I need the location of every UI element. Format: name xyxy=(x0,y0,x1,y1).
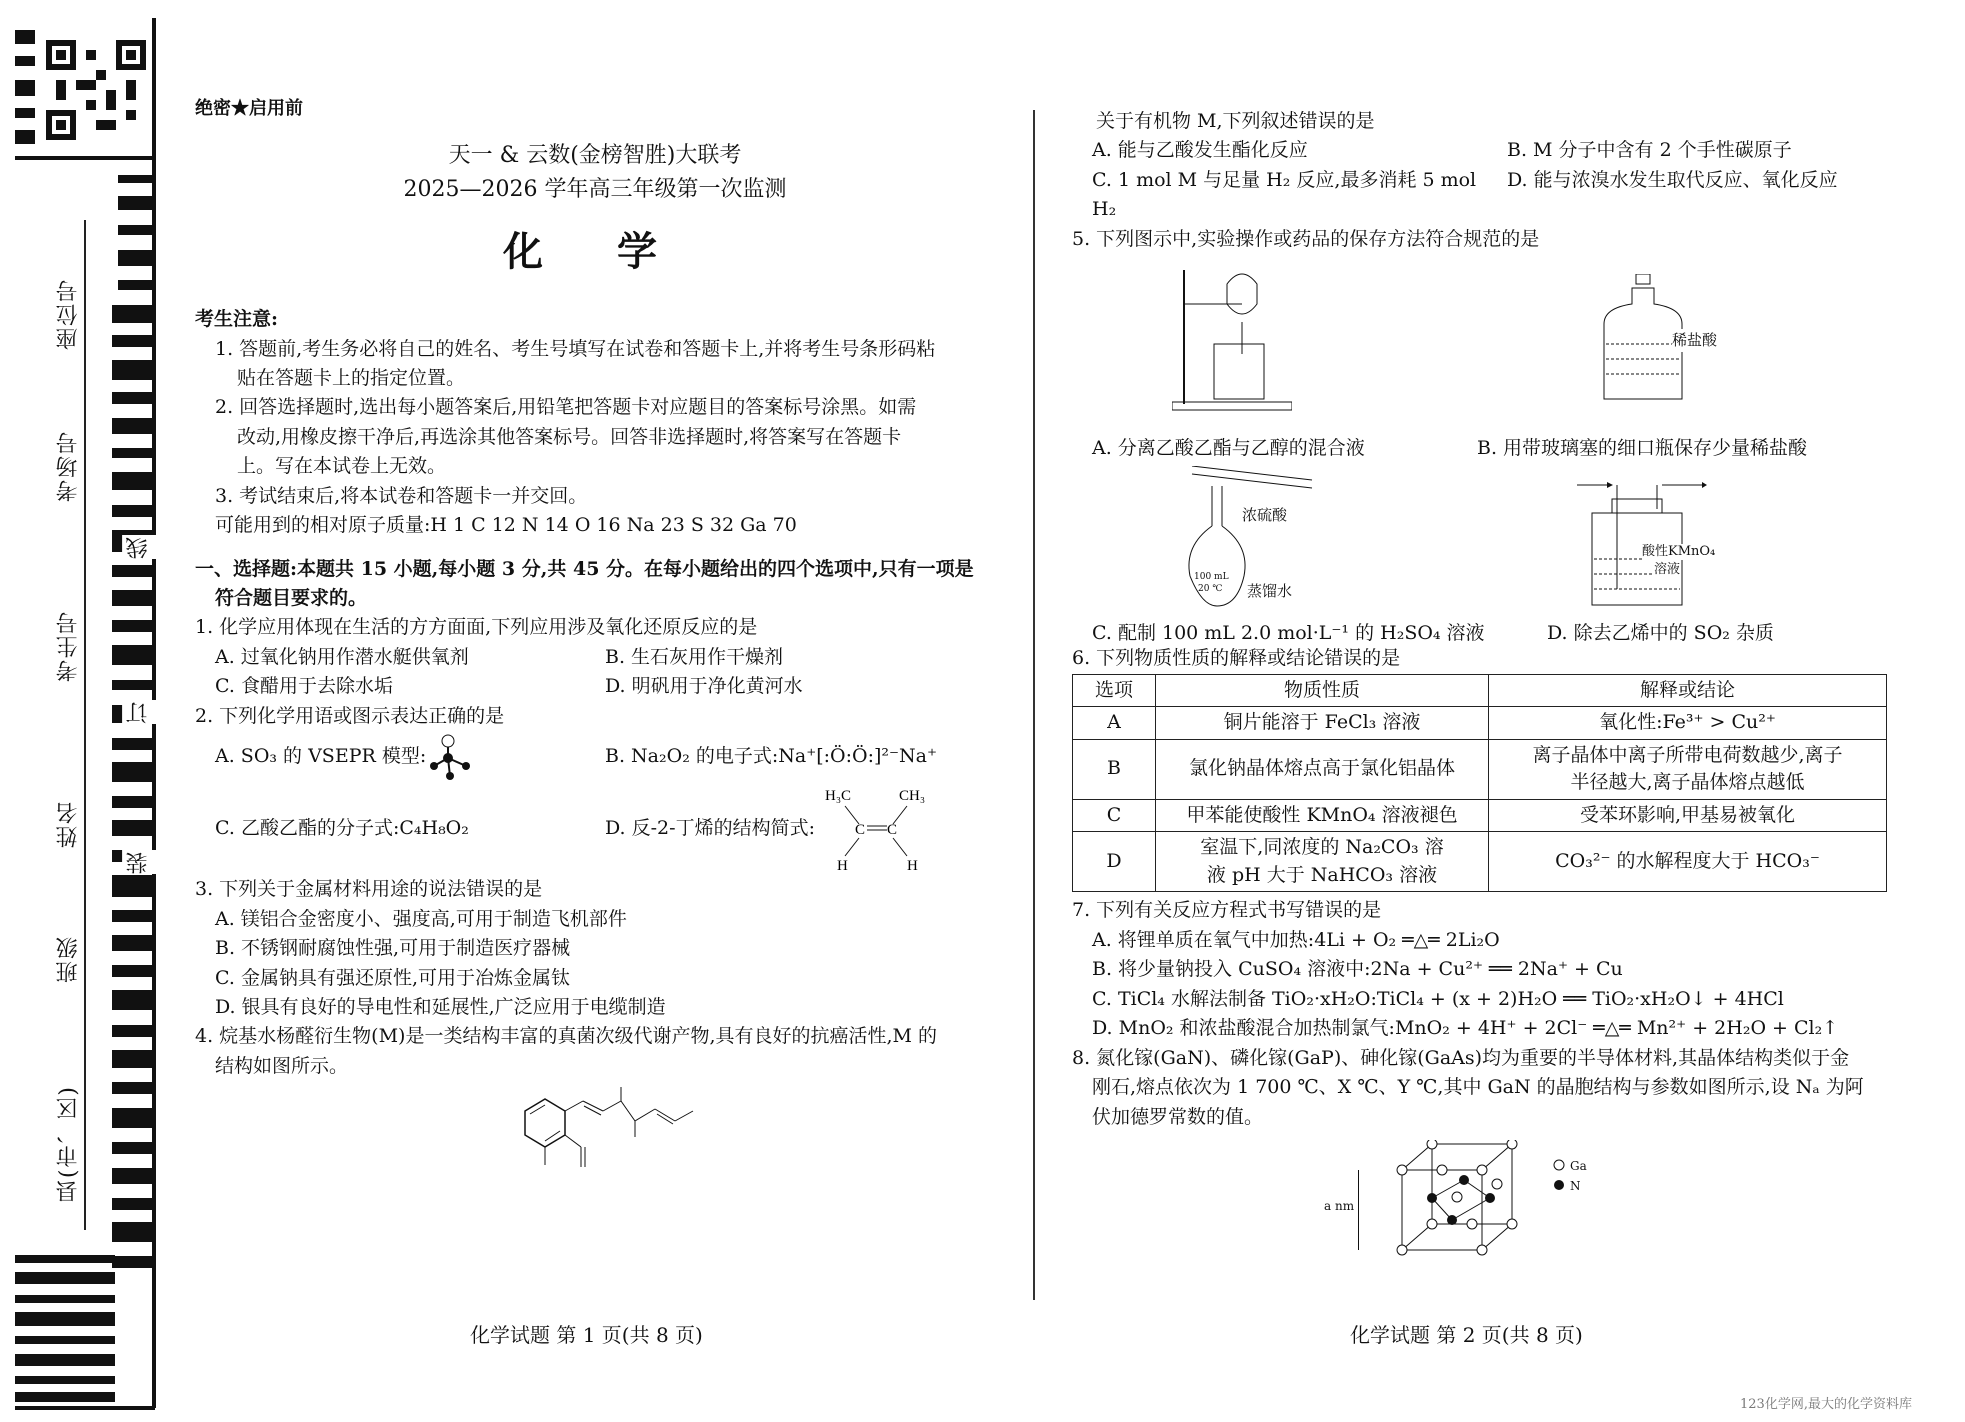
notice-line: 1. 答题前,考生务必将自己的姓名、考生号填写在试卷和答题卡上,并将考生号条形码粘 xyxy=(215,337,936,360)
svg-text:H: H xyxy=(906,858,918,875)
question-2: 2. 下列化学用语或图示表达正确的是 xyxy=(195,704,505,727)
notice-title: 考生注意: xyxy=(195,308,279,331)
table-row xyxy=(1073,832,1887,892)
seat-number-label: 座位号 xyxy=(56,278,81,350)
q4-option-d: D. 能与浓溴水发生取代反应、氧化反应 xyxy=(1507,168,1838,191)
q4-option-a: A. 能与乙酸发生酯化反应 xyxy=(1092,139,1308,162)
trans-2-butene-structure xyxy=(815,784,935,874)
table-header: 物质性质 xyxy=(1156,674,1489,707)
notice-line: 上。写在本试卷上无效。 xyxy=(237,455,447,478)
q2-option-c: C. 乙酸乙酯的分子式:C₄H₈O₂ xyxy=(215,817,469,840)
q5-option-d: D. 除去乙烯中的 SO₂ 杂质 xyxy=(1547,622,1774,645)
separatory-funnel-figure xyxy=(1172,264,1292,414)
molecule-m-structure xyxy=(505,1081,705,1191)
question-8: 8. 氮化镓(GaN)、磷化镓(GaP)、砷化镓(GaAs)均为重要的半导体材料,其晶体结构类似于金 xyxy=(1072,1046,1850,1069)
table-cell: B xyxy=(1073,739,1156,799)
page-divider xyxy=(1033,110,1035,1300)
gan-unit-cell-figure xyxy=(1372,1140,1542,1260)
q4-stem-cont: 关于有机物 M,下列叙述错误的是 xyxy=(1096,110,1375,132)
table-header: 选项 xyxy=(1073,674,1156,707)
table-header: 解释或结论 xyxy=(1489,674,1887,707)
county-label: 县(市、区) xyxy=(56,1085,81,1203)
question-8-cont: 伏加德罗常数的值。 xyxy=(1092,1105,1264,1128)
notice-line: 2. 回答选择题时,选出每小题答案后,用铅笔把答题卡对应题目的答案标号涂黑。如需 xyxy=(215,396,917,419)
vsepr-model-icon xyxy=(426,732,476,782)
exam-room-label: 考场号 xyxy=(56,430,81,502)
flask-volume-label: 100 mL xyxy=(1194,572,1229,583)
dilute-hcl-label: 稀盐酸 xyxy=(1672,329,1717,352)
q1-option-d: D. 明矾用于净化黄河水 xyxy=(605,675,803,698)
question-8-cont: 刚石,熔点依次为 1 700 ℃、X ℃、Y ℃,其中 GaN 的晶胞结构与参数如图所示,设 Nₐ 为阿 xyxy=(1092,1076,1864,1099)
conc-h2so4-label: 浓硫酸 xyxy=(1242,506,1288,525)
name-label: 姓名 xyxy=(56,800,81,848)
question-6: 6. 下列物质性质的解释或结论错误的是 xyxy=(1072,647,1401,670)
question-3: 3. 下列关于金属材料用途的说法错误的是 xyxy=(195,878,543,901)
subject-title: 化 学 xyxy=(503,228,687,276)
solution-label: 溶液 xyxy=(1654,562,1681,578)
table-row xyxy=(1073,739,1887,799)
q3-option-d: D. 银具有良好的导电性和延展性,广泛应用于电缆制造 xyxy=(215,995,666,1018)
page-2 xyxy=(1072,107,1892,1262)
q2-option-d: D. 反-2-丁烯的结构简式: xyxy=(605,817,815,840)
page-2-footer: 化学试题 第 2 页(共 8 页) xyxy=(1350,1323,1583,1347)
q3-option-c: C. 金属钠具有强还原性,可用于冶炼金属钛 xyxy=(215,966,570,989)
q1-option-a: A. 过氧化钠用作潜水艇供氧剂 xyxy=(215,645,469,668)
q4-option-b: B. M 分子中含有 2 个手性碳原子 xyxy=(1507,139,1792,162)
q5-option-c: C. 配制 100 mL 2.0 mol·L⁻¹ 的 H₂SO₄ 溶液 xyxy=(1092,622,1485,645)
table-row xyxy=(1073,799,1887,832)
q2-option-b: B. Na₂O₂ 的电子式:Na⁺[:Ö:Ö:]²⁻Na⁺ xyxy=(605,745,938,768)
table-cell: 室温下,同浓度的 Na₂CO₃ 溶液 pH 大于 NaHCO₃ 溶液 xyxy=(1156,832,1489,892)
section-heading: 一、选择题:本题共 15 小题,每小题 3 分,共 45 分。在每小题给出的四个选项中,只有一项是 xyxy=(195,557,974,580)
table-cell: 氧化性:Fe³⁺ > Cu²⁺ xyxy=(1489,707,1887,740)
notice-line: 贴在答题卡上的指定位置。 xyxy=(237,366,466,389)
table-cell: 离子晶体中离子所带电荷数越少,离子半径越大,离子晶体熔点越低 xyxy=(1489,739,1887,799)
question-1: 1. 化学应用体现在生活的方方面面,下列应用涉及氧化还原反应的是 xyxy=(195,616,758,639)
table-header-row xyxy=(1073,674,1887,707)
page-1-footer: 化学试题 第 1 页(共 8 页) xyxy=(470,1323,703,1347)
q3-option-a: A. 镁铝合金密度小、强度高,可用于制造飞机部件 xyxy=(215,907,627,930)
q3-option-b: B. 不锈钢耐腐蚀性强,可用于制造医疗器械 xyxy=(215,937,571,960)
svg-text:C: C xyxy=(886,822,897,839)
svg-text:H: H xyxy=(836,858,848,875)
question-4: 4. 烷基水杨醛衍生物(M)是一类结构丰富的真菌次级代谢产物,具有良好的抗癌活性,M 的 xyxy=(195,1025,938,1048)
exam-subtitle: 2025—2026 学年高三年级第一次监测 xyxy=(403,176,787,202)
table-cell: 受苯环影响,甲基易被氧化 xyxy=(1489,799,1887,832)
q7-option-a: A. 将锂单质在氧气中加热:4Li + O₂ ═△═ 2Li₂O xyxy=(1092,928,1500,951)
class-label: 班级 xyxy=(56,935,81,983)
cell-dimension-label: a nm xyxy=(1324,1198,1355,1213)
binding-mark-staple: 订 xyxy=(122,700,156,724)
q1-option-c: C. 食醋用于去除水垢 xyxy=(215,675,393,698)
distilled-water-label: 蒸馏水 xyxy=(1247,582,1293,601)
q2-option-a: A. SO₃ 的 VSEPR 模型: xyxy=(215,745,427,768)
table-row xyxy=(1073,707,1887,740)
q4-option-c: C. 1 mol M 与足量 H₂ 反应,最多消耗 5 mol H₂ xyxy=(1092,168,1477,221)
table-cell: A xyxy=(1073,707,1156,740)
question-5: 5. 下列图示中,实验操作或药品的保存方法符合规范的是 xyxy=(1072,227,1540,250)
page-1 xyxy=(195,95,995,1201)
flask-temp-label: 20 ℃ xyxy=(1198,584,1223,595)
q7-option-c: C. TiCl₄ 水解法制备 TiO₂·xH₂O:TiCl₄ + (x + 2)H₂O ══ TiO₂·xH₂O↓ + 4HCl xyxy=(1092,987,1784,1010)
notice-line: 3. 考试结束后,将本试卷和答题卡一并交回。 xyxy=(215,484,588,507)
table-cell: CO₃²⁻ 的水解程度大于 HCO₃⁻ xyxy=(1489,832,1887,892)
qr-code-icon xyxy=(46,40,146,140)
legend-ga: Ga xyxy=(1570,1158,1587,1173)
section-heading-cont: 符合题目要求的。 xyxy=(215,587,368,610)
table-cell: 甲苯能使酸性 KMnO₄ 溶液褪色 xyxy=(1156,799,1489,832)
exam-title: 天一 & 云数(金榜智胜)大联考 xyxy=(448,142,742,168)
binding-mark-bind: 装 xyxy=(122,850,156,874)
svg-text:H₃C: H₃C xyxy=(824,788,852,805)
notice-line: 改动,用橡皮擦干净后,再选涂其他答案标号。回答非选择题时,将答案写在答题卡 xyxy=(237,425,902,448)
legend-n: N xyxy=(1570,1178,1581,1193)
binding-sidebar xyxy=(0,0,160,1422)
kmno4-label: 酸性KMnO₄ xyxy=(1642,544,1716,560)
question-4-cont: 结构如图所示。 xyxy=(215,1054,349,1077)
q7-option-d: D. MnO₂ 和浓盐酸混合加热制氯气:MnO₂ + 4H⁺ + 2Cl⁻ ═△═ Mn²⁺ + 2H₂O + Cl₂↑ xyxy=(1092,1017,1839,1040)
q1-option-b: B. 生石灰用作干燥剂 xyxy=(605,645,784,668)
table-cell: 铜片能溶于 FeCl₃ 溶液 xyxy=(1156,707,1489,740)
q6-table xyxy=(1072,674,1887,893)
svg-text:C: C xyxy=(854,822,865,839)
table-cell: D xyxy=(1073,832,1156,892)
q5-option-a: A. 分离乙酸乙酯与乙醇的混合液 xyxy=(1092,437,1365,460)
table-cell: 氯化钠晶体熔点高于氯化铝晶体 xyxy=(1156,739,1489,799)
q7-option-b: B. 将少量钠投入 CuSO₄ 溶液中:2Na + Cu²⁺ ══ 2Na⁺ + Cu xyxy=(1092,958,1623,981)
q5-option-b: B. 用带玻璃塞的细口瓶保存少量稀盐酸 xyxy=(1477,437,1808,460)
svg-text:CH₃: CH₃ xyxy=(898,788,926,805)
table-cell: C xyxy=(1073,799,1156,832)
secret-mark: 绝密★启用前 xyxy=(195,98,303,119)
watermark: 123化学网,最大的化学资料库 xyxy=(1740,1397,1912,1412)
atomic-mass-line: 可能用到的相对原子质量:H 1 C 12 N 14 O 16 Na 23 S 32 Ga 70 xyxy=(215,514,797,537)
legend-markers xyxy=(1552,1158,1566,1198)
candidate-number-label: 考生号 xyxy=(56,610,81,682)
question-7: 7. 下列有关反应方程式书写错误的是 xyxy=(1072,899,1382,922)
binding-mark-line: 线 xyxy=(122,535,156,559)
